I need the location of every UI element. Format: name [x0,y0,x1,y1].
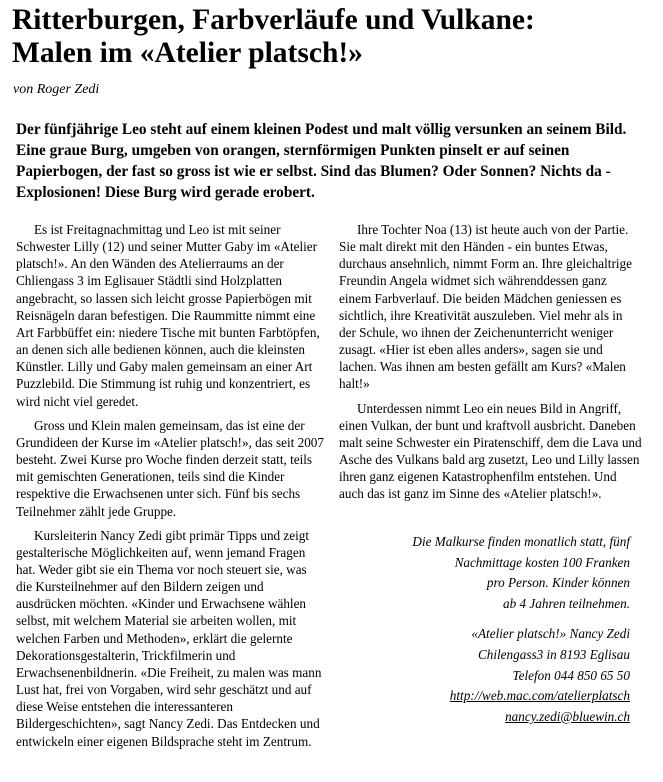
body-paragraph: Unterdessen nimmt Leo ein neues Bild in Angriff, einen Vulkan, der bunt und kraftvoll ausbricht. Daneben malt seine Schwester ein Piratenschiff, dem die Lava und Asche des Vulkans bald arg zusetzt, Leo und Lilly lassen ihren ganz eigenen Katastrophenfilm entstehen. Und auch das ist ganz im Sinne des «Atelier platsch!». [339,400,642,502]
contact-name: «Atelier platsch!» Nancy Zedi [471,626,630,642]
course-info-box [330,532,630,727]
left-column [16,221,324,757]
contact-address: Chilengass3 in 8193 Eglisau [477,646,630,662]
body-paragraph: Ihre Tochter Noa (13) ist heute auch von der Partie. Sie malt direkt mit den Händen - ein buntes Etwas, durchaus ansehnlich, nimmt Form an. Ihre gleichaltrige Freundin Angela widmet sich währenddessen ganz einem Farbverlauf. Die beiden Mädchen geniessen es sichtlich, ihre Kreativität auszuleben. Viel mehr als in der Schule, wo ihnen der Zeichenunterricht weniger zusagt. «Hier ist eben alles anders», sagen sie und lachen. Was ihnen am besten gefällt am Kurs? «Malen halt!» [339,222,632,392]
body-paragraph: Kursleiterin Nancy Zedi gibt primär Tipps und zeigt gestalterische Möglichkeiten auf, wenn jemand Fragen hat. Weder gibt sie ein Thema vor noch steuert sie, was die Kursteilnehmer auf den Bildern zeigen und ausdrücken möchten. «Kinder und Erwachsene wählen selbst, mit welchem Material sie arbeiten wollen, mit welchen Farben und Methoden», erklärt die gelernte Dekorationsgestalterin, Trickfilmerin und Erwachsenenbildnerin. «Die Freiheit, zu malen was mann Lust hat, frei von Vorgaben, wird sehr geschätzt und auf diese Weise entstehen die interessanteren Bildergeschichten», sagt Nancy Zedi. Das Entdecken und entwickeln einer eigenen Bildsprache steht im Zentrum. [16,527,322,749]
body-paragraph: Es ist Freitagnachmittag und Leo ist mit seiner Schwester Lilly (12) und seiner Mutter Gaby im «Atelier platsch!». An den Wänden des Atelierraums an der Chliengass 3 im Eglisauer Städtli sind Holzplatten angebracht, so lassen sich leicht grosse Papierbögen mit Reisnägeln daran befestigen. Die Raummitte nimmt eine Art Farbbüffet ein: niedere Tische mit bunten Farbtöpfen, an denen sich alle bedienen können, auch die kleinsten Künstler. Lilly und Gaby malen gemeinsam an einer Art Puzzlebild. Die Stimmung ist ruhig und konzentriert, es wird nicht viel geredet. [16,222,320,409]
article-title-line-2: Malen im «Atelier platsch!» [12,37,363,69]
info-line: pro Person. Kinder können [486,575,630,591]
right-column [339,221,642,510]
info-line: Die Malkurse finden monatlich statt, fünf [412,534,630,549]
contact-phone: Telefon 044 850 65 50 [512,667,630,683]
body-paragraph: Gross und Klein malen gemeinsam, das ist eine der Grundideen der Kurse im «Atelier platsch!», das seit 2007 besteht. Zwei Kurse pro Woche finden derzeit statt, teils mit gemischten Generationen, teils sind die Kinder respektive die Erwachsenen unter sich. Fünf bis sechs Teilnehmer zählt jede Gruppe. [16,417,324,519]
info-spacer [330,614,630,624]
article-title-line-1: Ritterburgen, Farbverläufe und Vulkane: [12,4,535,36]
article-title [12,4,657,70]
email-link[interactable]: nancy.zedi@bluewin.ch [505,708,630,724]
byline: von Roger Zedi [13,82,100,97]
info-line: ab 4 Jahren teilnehmen. [503,595,630,611]
website-link[interactable]: http://web.mac.com/atelierplatsch [449,688,630,704]
info-line: Nachmittage kosten 100 Franken [454,554,630,570]
lead-paragraph: Der fünfjährige Leo steht auf einem kleinen Podest und malt völlig versunken an seinem Bild. Eine graue Burg, umgeben von orangen, sternförmigen Punkten pinselt er auf seinen Papierbogen, der fast so gross ist wie er selbst. Sind das Blumen? Oder Sonnen? Nichts da - Explosionen! Diese Burg wird gerade erobert. [16,121,627,201]
